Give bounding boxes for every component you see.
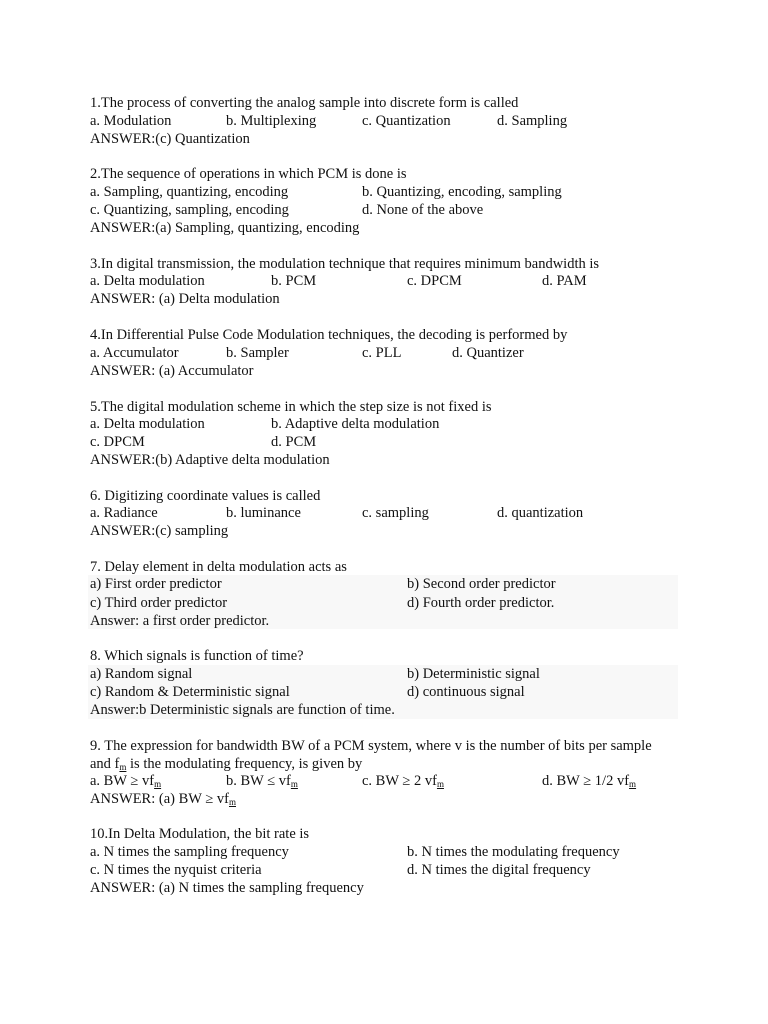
answer-text-part: ANSWER: (a) BW ≥ vf (90, 791, 229, 807)
option-b: b. N times the modulating frequency (407, 844, 620, 860)
option-b: b) Second order predictor (407, 576, 556, 592)
subscript: m (629, 779, 637, 789)
option-c: c. DPCM (90, 434, 145, 450)
option-a: a. Sampling, quantizing, encoding (90, 184, 289, 200)
subscript: m (290, 779, 298, 789)
option-b: b. Sampler (226, 345, 289, 361)
option-d: d. PAM (542, 273, 587, 289)
option-b: b. PCM (271, 273, 317, 289)
question-text: 9. The expression for bandwidth BW of a PCM system, where v is the number of bits per sample (90, 738, 652, 754)
answer-text: Answer: a first order predictor. (90, 613, 270, 629)
option-text: b. BW ≤ vf (226, 773, 291, 789)
question-text-part: is the modulating frequency, is given by (126, 756, 363, 772)
question-text: 8. Which signals is function of time? (90, 648, 304, 664)
option-a: a. Radiance (90, 505, 158, 521)
answer-text: ANSWER:(b) Adaptive delta modulation (90, 452, 330, 468)
option-text: c. BW ≥ 2 vf (362, 773, 437, 789)
option-c: c) Third order predictor (90, 595, 228, 611)
subscript: m (119, 762, 127, 772)
question-text: 10.In Delta Modulation, the bit rate is (90, 826, 310, 842)
options-row (90, 594, 728, 612)
answer-text: ANSWER:(c) sampling (90, 523, 229, 539)
option-a: a. Delta modulation (90, 273, 205, 289)
options-row (90, 272, 728, 290)
option-d: d. N times the digital frequency (407, 862, 591, 878)
question-text-part: and f (90, 756, 120, 772)
option-d: d. Quantizer (452, 345, 524, 361)
answer-text: Answer:b Deterministic signals are function of time. (90, 702, 395, 718)
answer-text: ANSWER: (a) Delta modulation (90, 291, 280, 307)
options-row (90, 201, 728, 219)
option-c: c) Random & Deterministic signal (90, 684, 290, 700)
option-d: d) Fourth order predictor. (407, 595, 555, 611)
option-b: b. luminance (226, 505, 301, 521)
options-row (90, 183, 728, 201)
option-d: d) continuous signal (407, 684, 525, 700)
options-row (90, 112, 728, 130)
option-d: d. Sampling (497, 113, 568, 129)
answer-text: ANSWER:(c) Quantization (90, 131, 250, 147)
question-text: 5.The digital modulation scheme in which the step size is not fixed is (90, 399, 492, 415)
options-row (90, 665, 728, 683)
options-row (90, 575, 728, 593)
option-b: b. Multiplexing (226, 113, 317, 129)
option-b: b. Quantizing, encoding, sampling (362, 184, 562, 200)
question-text: 4.In Differential Pulse Code Modulation techniques, the decoding is performed by (90, 327, 568, 343)
question-text: 1.The process of converting the analog sample into discrete form is called (90, 95, 519, 111)
option-c: c. Quantizing, sampling, encoding (90, 202, 289, 218)
options-row (90, 504, 728, 522)
answer-text: ANSWER: (a) N times the sampling frequency (90, 880, 364, 896)
option-c: c. sampling (362, 505, 429, 521)
option-c: c. PLL (362, 345, 402, 361)
option-a: a) Random signal (90, 666, 193, 682)
option-text: d. BW ≥ 1/2 vf (542, 773, 630, 789)
options-row (90, 843, 728, 861)
options-row (90, 433, 728, 451)
question-text: 2.The sequence of operations in which PCM is done is (90, 166, 407, 182)
option-a: a. N times the sampling frequency (90, 844, 289, 860)
option-c: c. N times the nyquist criteria (90, 862, 262, 878)
option-c: c. DPCM (407, 273, 462, 289)
option-d: d. quantization (497, 505, 584, 521)
option-c: c. Quantization (362, 113, 451, 129)
question-text: 7. Delay element in delta modulation acts as (90, 559, 347, 575)
answer-text: ANSWER: (a) Accumulator (90, 363, 254, 379)
option-b: b. Adaptive delta modulation (271, 416, 440, 432)
option-text: a. BW ≥ vf (90, 773, 155, 789)
subscript: m (436, 779, 444, 789)
subscript: m (228, 797, 236, 807)
option-b: b) Deterministic signal (407, 666, 540, 682)
options-row (90, 683, 728, 701)
option-a: a. Modulation (90, 113, 172, 129)
options-row (90, 772, 728, 790)
options-row (90, 344, 728, 362)
question-text: 3.In digital transmission, the modulation technique that requires minimum bandwidth is (90, 256, 600, 272)
option-a: a. Accumulator (90, 345, 179, 361)
options-row (90, 415, 728, 433)
answer-text: ANSWER:(a) Sampling, quantizing, encoding (90, 220, 360, 236)
option-a: a) First order predictor (90, 576, 222, 592)
option-d: d. PCM (271, 434, 317, 450)
subscript: m (154, 779, 162, 789)
options-row (90, 861, 728, 879)
answer-text (90, 790, 728, 808)
option-a: a. Delta modulation (90, 416, 205, 432)
question-text-line-2 (90, 755, 728, 773)
question-text: 6. Digitizing coordinate values is called (90, 488, 321, 504)
option-d: d. None of the above (362, 202, 484, 218)
